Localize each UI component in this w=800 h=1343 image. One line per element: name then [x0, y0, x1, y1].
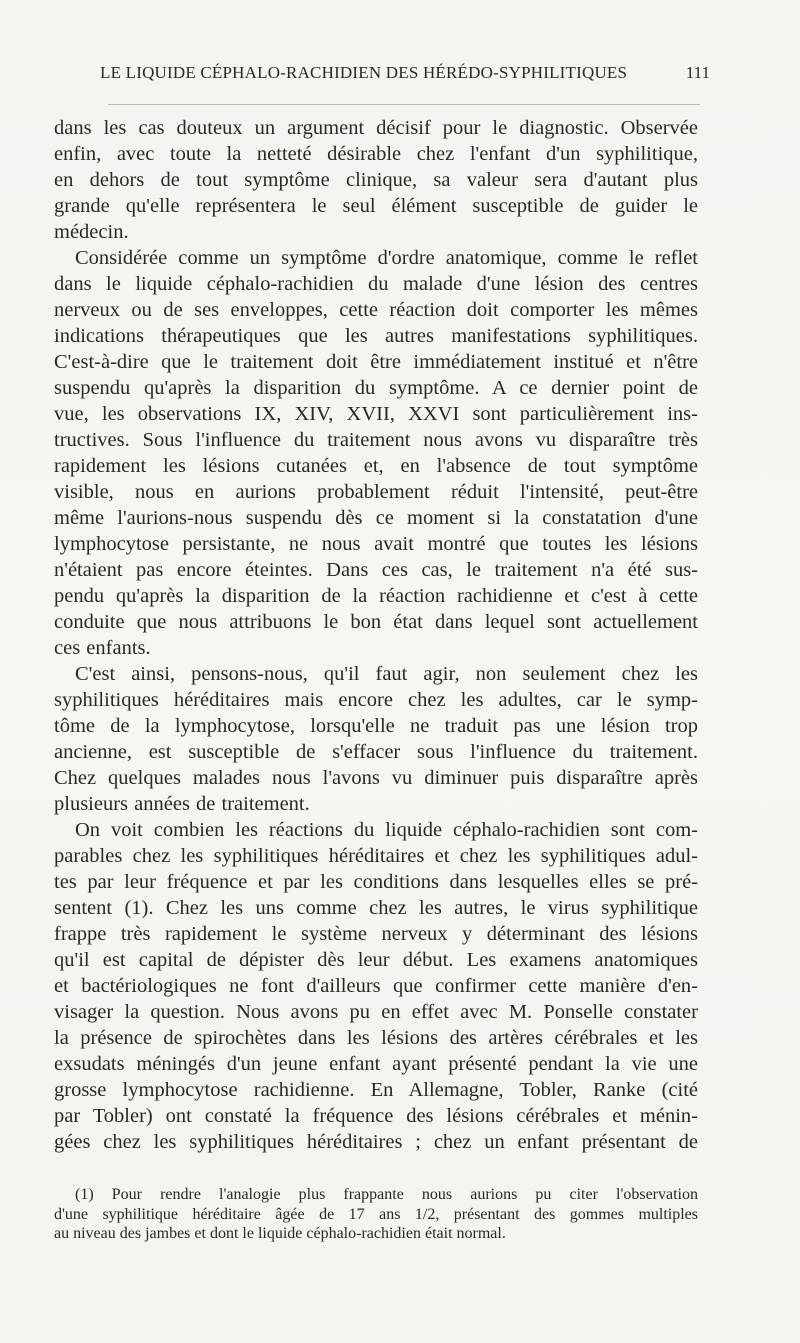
text-line: rapidement les lésions cutanées et, en l'absence de tout symptôme [54, 455, 698, 477]
text-line: Considérée comme un symptôme d'ordre anatomique, comme le reflet [75, 247, 698, 269]
footnotes [54, 1185, 698, 1244]
text-line: ancienne, est susceptible de s'effacer sous l'influence du traitement. [54, 741, 698, 763]
body-text [54, 115, 698, 1155]
text-line: C'est-à-dire que le traitement doit être immédiatement institué et n'être [54, 351, 698, 373]
text-line: même l'aurions-nous suspendu dès ce moment si la constatation d'une [54, 507, 698, 529]
text-line: exsudats méningés d'un jeune enfant ayant présenté pendant la vie une [54, 1053, 698, 1075]
text-line: nerveux ou de ses enveloppes, cette réaction doit comporter les mêmes [54, 299, 698, 321]
text-line: dans le liquide céphalo-rachidien du malade d'une lésion des centres [54, 273, 698, 295]
text-line: gées chez les syphilitiques héréditaires ; chez un enfant présentant de [54, 1131, 698, 1153]
footnote-line: au niveau des jambes et dont le liquide céphalo-rachidien était normal. [54, 1225, 506, 1242]
text-line: frappe très rapidement le système nerveux y déterminant des lésions [54, 923, 698, 945]
running-title: LE LIQUIDE CÉPHALO-RACHIDIEN DES HÉRÉDO-SYPHILITIQUES [100, 63, 628, 82]
text-line: C'est ainsi, pensons-nous, qu'il faut agir, non seulement chez les [75, 663, 698, 685]
text-line: visager la question. Nous avons pu en effet avec M. Ponselle constater [54, 1001, 698, 1023]
text-line: qu'il est capital de dépister dès leur début. Les examens anatomiques [54, 949, 698, 971]
text-line: ces enfants. [54, 637, 151, 659]
text-line: visible, nous en aurions probablement réduit l'intensité, peut-être [54, 481, 698, 503]
text-line: parables chez les syphilitiques héréditaires et chez les syphilitiques adul- [54, 845, 698, 867]
text-line: tes par leur fréquence et par les conditions dans lesquelles elles se pré- [54, 871, 698, 893]
header-rule [108, 104, 700, 105]
text-line: tructives. Sous l'influence du traitement nous avons vu disparaître très [54, 429, 698, 451]
text-line: et bactériologiques ne font d'ailleurs que confirmer cette manière d'en- [54, 975, 698, 997]
page-number: 111 [685, 63, 710, 82]
text-line: la présence de spirochètes dans les lésions des artères cérébrales et les [54, 1027, 698, 1049]
text-line: grosse lymphocytose rachidienne. En Allemagne, Tobler, Ranke (cité [54, 1079, 698, 1101]
text-line: dans les cas douteux un argument décisif pour le diagnostic. Observée [54, 117, 698, 139]
text-line: en dehors de tout symptôme clinique, sa valeur sera d'autant plus [54, 169, 698, 191]
text-line: médecin. [54, 221, 129, 243]
footnote-line: (1) Pour rendre l'analogie plus frappante nous aurions pu citer l'observation [75, 1186, 698, 1203]
text-line: sentent (1). Chez les uns comme chez les autres, le virus syphilitique [54, 897, 698, 919]
text-line: suspendu qu'après la disparition du symptôme. A ce dernier point de [54, 377, 698, 399]
footnote-line: d'une syphilitique héréditaire âgée de 17 ans 1/2, présentant des gommes multiples [54, 1205, 698, 1223]
text-line: lymphocytose persistante, ne nous avait montré que toutes les lésions [54, 533, 698, 555]
text-line: Chez quelques malades nous l'avons vu diminuer puis disparaître après [54, 767, 698, 789]
running-head [100, 63, 710, 91]
text-line: vue, les observations IX, XIV, XVII, XXVI sont particulièrement ins- [54, 403, 698, 425]
text-line: n'étaient pas encore éteintes. Dans ces cas, le traitement n'a été sus- [54, 559, 698, 581]
text-line: syphilitiques héréditaires mais encore chez les adultes, car le symp- [54, 689, 698, 711]
text-line: grande qu'elle représentera le seul élément susceptible de guider le [54, 195, 698, 217]
text-line: conduite que nous attribuons le bon état dans lequel sont actuellement [54, 611, 698, 633]
text-line: par Tobler) ont constaté la fréquence des lésions cérébrales et ménin- [54, 1105, 698, 1127]
text-line: plusieurs années de traitement. [54, 793, 310, 815]
text-line: pendu qu'après la disparition de la réaction rachidienne et c'est à cette [54, 585, 698, 607]
text-line: tôme de la lymphocytose, lorsqu'elle ne traduit pas une lésion trop [54, 715, 698, 737]
text-line: On voit combien les réactions du liquide céphalo-rachidien sont com- [75, 819, 698, 841]
text-line: enfin, avec toute la netteté désirable chez l'enfant d'un syphilitique, [54, 143, 698, 165]
text-line: indications thérapeutiques que les autres manifestations syphilitiques. [54, 325, 698, 347]
